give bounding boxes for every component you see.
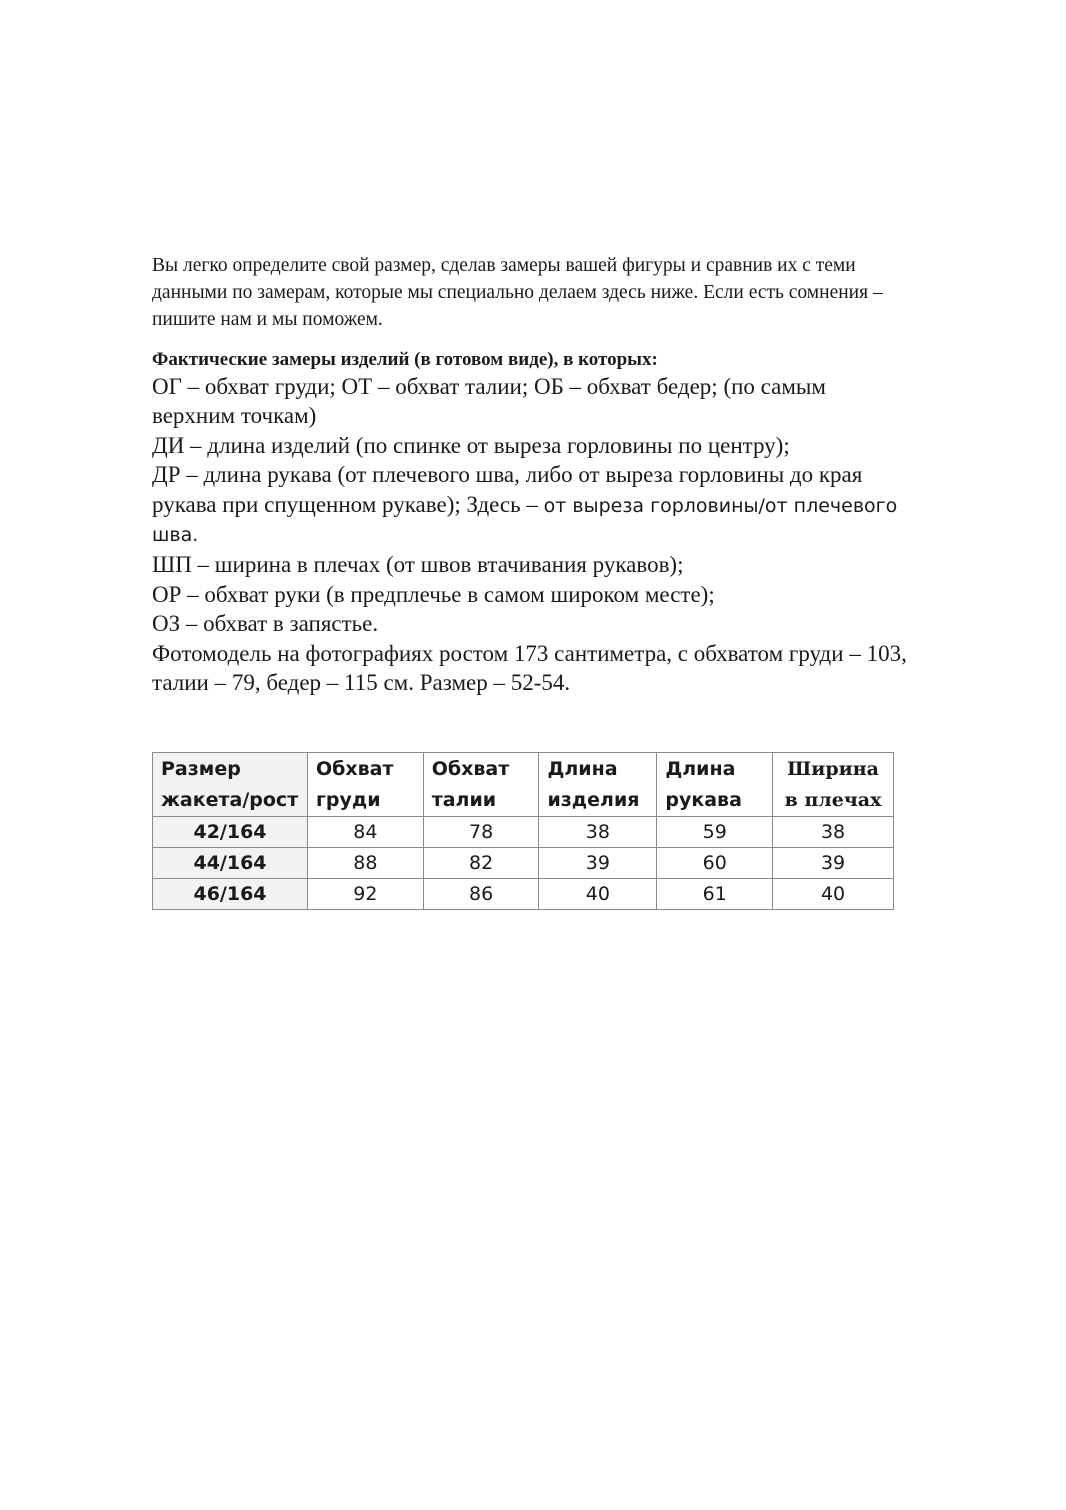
table-row (153, 817, 894, 848)
intro-line: данными по замерам, которые мы специально делаем здесь ниже. Если есть сомнения – (152, 282, 883, 303)
header-waist: Обхват талии (423, 753, 539, 817)
table-cell: 38 (773, 817, 894, 848)
table-cell-size: 44/164 (153, 848, 308, 879)
legend-line-or: ОР – обхват руки (в предплечье в самом широком месте); (152, 581, 715, 607)
legend-dr-sans-part: от выреза горловины/от плечевого (543, 494, 898, 517)
table-cell: 38 (539, 817, 657, 848)
table-cell-size: 46/164 (153, 879, 308, 910)
legend-dr-serif-part: рукава при спущенном рукаве); Здесь – (152, 491, 544, 517)
header-sleeve: Длина рукава (657, 753, 773, 817)
legend-line-oz: ОЗ – обхват в запястье. (152, 611, 379, 637)
table-cell: 60 (657, 848, 773, 879)
header-size: Размер жакета/рост (153, 753, 308, 817)
table-cell: 92 (307, 879, 423, 910)
table-cell: 40 (539, 879, 657, 910)
table-cell: 39 (773, 848, 894, 879)
table-row (153, 848, 894, 879)
table-cell: 86 (423, 879, 539, 910)
table-cell-size: 42/164 (153, 817, 308, 848)
table-cell: 40 (773, 879, 894, 910)
legend-line-di: ДИ – длина изделий (по спинке от выреза горловины по центру); (152, 432, 790, 458)
table-cell: 39 (539, 848, 657, 879)
table-header-row (153, 753, 894, 817)
legend-line-dr: ДР – длина рукава (от плечевого шва, либо от выреза горловины до края (152, 462, 863, 488)
legend-line-shp: ШП – ширина в плечах (от швов втачивания рукавов); (152, 552, 684, 578)
table-cell: 78 (423, 817, 539, 848)
model-info-line: Фотомодель на фотографиях ростом 173 сантиметра, с обхватом груди – 103, (152, 640, 907, 666)
table-cell: 59 (657, 817, 773, 848)
table-cell: 82 (423, 848, 539, 879)
table-row (153, 879, 894, 910)
legend-line-dr-end: шва. (152, 524, 199, 547)
header-chest: Обхват груди (307, 753, 423, 817)
legend-line-og-cont: верхним точкам) (152, 403, 317, 429)
table-cell: 88 (307, 848, 423, 879)
size-table (152, 752, 894, 910)
legend-line-dr-cont (152, 490, 1012, 521)
table-cell: 61 (657, 879, 773, 910)
legend-title: Фактические замеры изделий (в готовом виде), в которых: (152, 349, 658, 370)
intro-line: Вы легко определите свой размер, сделав замеры вашей фигуры и сравнив их с теми (152, 255, 856, 276)
model-info-line-cont: талии – 79, бедер – 115 см. Размер – 52-54. (152, 670, 571, 696)
table-cell: 84 (307, 817, 423, 848)
intro-line: пишите нам и мы поможем. (152, 309, 383, 330)
header-length: Длина изделия (539, 753, 657, 817)
header-shoulders: Ширина в плечах (773, 753, 894, 817)
measurement-legend (152, 372, 1012, 697)
intro-paragraph (152, 252, 992, 333)
legend-line-og: ОГ – обхват груди; ОТ – обхват талии; ОБ – обхват бедер; (по самым (152, 374, 826, 399)
